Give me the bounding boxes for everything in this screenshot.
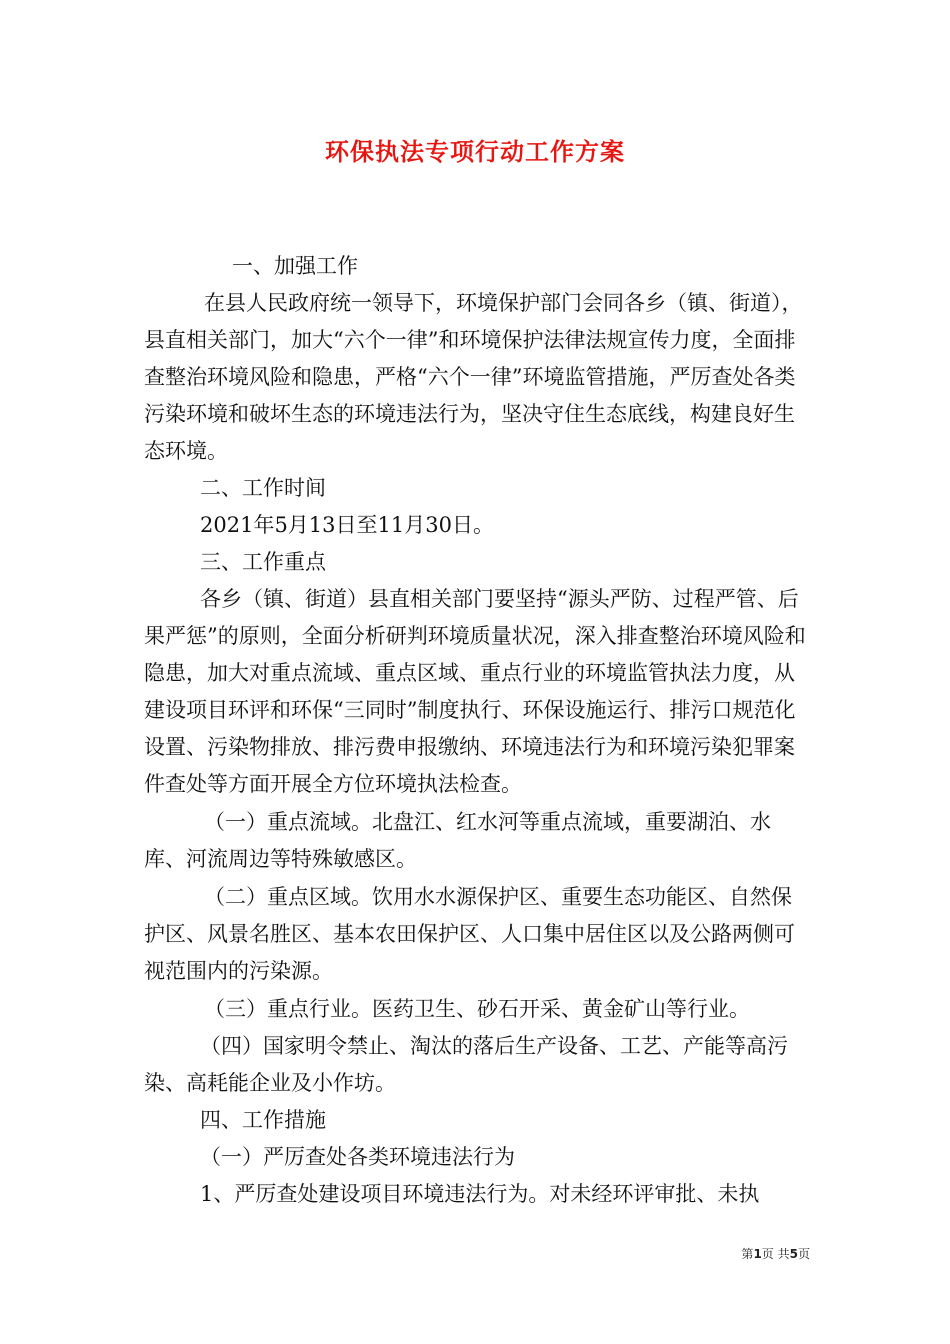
page-footer xyxy=(741,1245,810,1262)
paragraph: 在县人民政府统一领导下，环境保护部门会同各乡（镇、街道），县直相关部门，加大“六个一律”和环境保护法律法规宣传力度，全面排查整治环境风险和隐患，严格“六个一律”环境监管措施，严厉查处各类污染环境和破坏生态的环境违法行为，坚决守住生态底线，构建良好生态环境。 xyxy=(144,291,803,463)
section-heading-3: 三、工作重点 xyxy=(200,550,326,574)
section-heading-4: 四、工作措施 xyxy=(200,1108,326,1132)
subsection-heading: （一）严厉查处各类环境违法行为 xyxy=(200,1145,515,1169)
footer-prefix: 第 xyxy=(741,1247,754,1261)
paragraph-date: 2021年5月13日至11月30日。 xyxy=(200,513,494,537)
document-body xyxy=(144,248,812,1213)
footer-suffix: 页 xyxy=(797,1247,810,1261)
document-title: 环保执法专项行动工作方案 xyxy=(325,137,625,166)
section-heading-1: 一、加强工作 xyxy=(232,254,358,278)
section-heading-2: 二、工作时间 xyxy=(200,476,326,500)
footer-total-pages: 5 xyxy=(789,1247,798,1261)
paragraph: 1、严厉查处建设项目环境违法行为。对未经环评审批、未执 xyxy=(200,1182,760,1206)
list-item: （三）重点行业。医药卫生、砂石开采、黄金矿山等行业。 xyxy=(204,997,750,1021)
list-item: （一）重点流域。北盘江、红水河等重点流域，重要湖泊、水库、河流周边等特殊敏感区。 xyxy=(144,810,771,871)
list-item: （四）国家明令禁止、淘汰的落后生产设备、工艺、产能等高污染、高耗能企业及小作坊。 xyxy=(144,1034,788,1095)
footer-page-number: 1 xyxy=(753,1247,762,1261)
list-item: （二）重点区域。饮用水水源保护区、重要生态功能区、自然保护区、风景名胜区、基本农田保护区、人口集中居住区以及公路两侧可视范围内的污染源。 xyxy=(144,885,795,983)
footer-middle: 页 共 xyxy=(761,1247,790,1261)
paragraph: 各乡（镇、街道）县直相关部门要坚持“源头严防、过程严管、后果严惩”的原则，全面分析研判环境质量状况，深入排查整治环境风险和隐患，加大对重点流域、重点区域、重点行业的环境监管执法力度，从建设项目环评和环保“三同时”制度执行、环保设施运行、排污口规范化设置、污染物排放、排污费申报缴纳、环境违法行为和环境污染犯罪案件查处等方面开展全方位环境执法检查。 xyxy=(144,587,806,796)
